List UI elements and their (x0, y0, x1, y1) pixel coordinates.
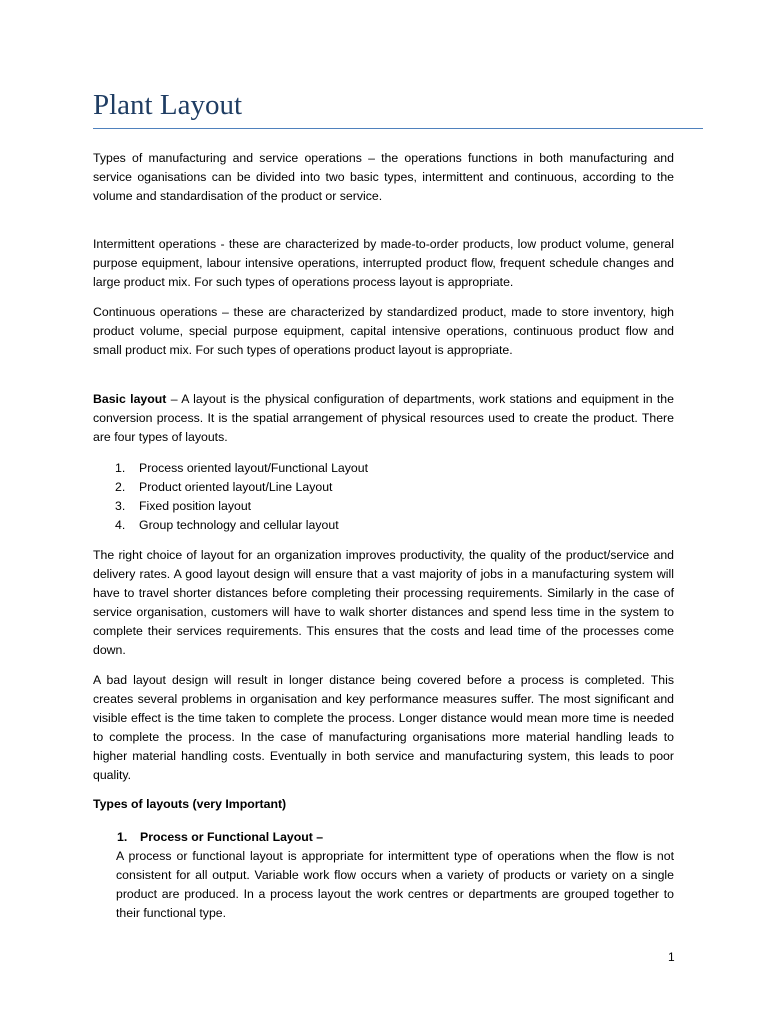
list-number: 2. (115, 480, 126, 494)
list-item (93, 516, 674, 535)
basic-layout-paragraph (93, 390, 674, 447)
process-layout-paragraph: A process or functional layout is appropriate for intermittent type of operations when the flow is not consistent for all output. Variable work flow occurs when a variety of products or variety on a single product are produced. In a process layout the work centres or departments are grouped together to their functional type. (116, 849, 674, 920)
list-number: 3. (115, 499, 126, 513)
list-text: Process oriented layout/Functional Layout (139, 461, 368, 475)
intermittent-paragraph: Intermittent operations - these are characterized by made-to-order products, low product volume, general purpose equipment, labour intensive operations, interrupted product flow, frequent schedule changes and large product mix. For such types of operations process layout is appropriate. (93, 237, 674, 289)
process-layout-number: 1. (117, 830, 128, 844)
intro-paragraph: Types of manufacturing and service operations – the operations functions in both manufacturing and service oganisations can be divided into two basic types, intermittent and continuous, according to the volume and standardisation of the product or service. (93, 151, 674, 203)
list-number: 4. (115, 518, 126, 532)
list-item (93, 459, 674, 478)
list-text: Fixed position layout (139, 499, 252, 513)
list-item (93, 497, 674, 516)
right-choice-paragraph: The right choice of layout for an organization improves productivity, the quality of the product/service and delivery rates. A good layout design will ensure that a vast majority of jobs in a manufacturing system will have to travel shorter distances before completing their processing requirements. Similarly in the case of service organisation, customers will have to walk shorter distances and spend less time in the system to complete their services requirements. This ensures that the costs and lead time of the processes come down. (93, 548, 674, 657)
basic-layout-text: – A layout is the physical configuration of departments, work stations and equipment in the conversion process. It is the spatial arrangement of physical resources used to create the product. There are four types of layouts. (93, 392, 674, 444)
basic-layout-label: Basic layout (93, 392, 167, 406)
types-heading: Types of layouts (very Important) (93, 797, 287, 811)
continuous-paragraph: Continuous operations – these are characterized by standardized product, made to store inventory, high product volume, special purpose equipment, capital intensive operations, continuous product flow and small product mix. For such types of operations product layout is appropriate. (93, 305, 674, 357)
list-number: 1. (115, 461, 126, 475)
layout-types-list (93, 459, 674, 535)
page-title: Plant Layout (93, 87, 703, 129)
bad-layout-paragraph: A bad layout design will result in longer distance being covered before a process is completed. This creates several problems in organisation and key performance measures suffer. The most significant and visible effect is the time taken to complete the process. Longer distance would mean more time is needed to complete the process. In the case of manufacturing organisations more material handling leads to higher material handling costs. Eventually in both service and manufacturing system, this leads to poor quality. (93, 673, 674, 782)
list-text: Group technology and cellular layout (139, 518, 339, 532)
list-item (93, 478, 674, 497)
process-layout-title: Process or Functional Layout – (140, 830, 324, 844)
page-number: 1 (668, 950, 675, 964)
list-text: Product oriented layout/Line Layout (139, 480, 333, 494)
